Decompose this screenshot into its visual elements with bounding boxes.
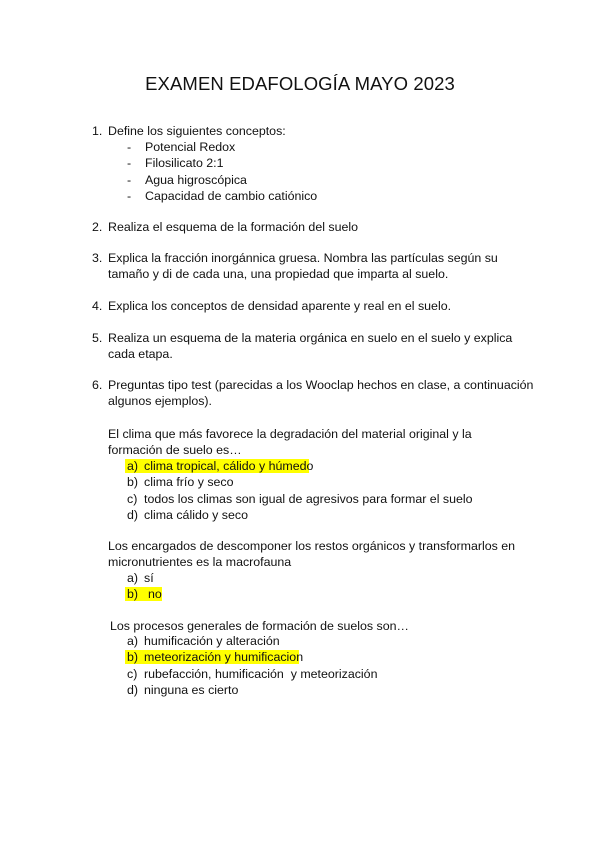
list-item-label: Filosilicato 2:1 [145,156,224,171]
test-question-3: Los procesos generales de formación de suelos son… [110,619,409,633]
question-number: 3. [92,251,103,265]
dash-bullet: - [127,156,132,171]
question-text: Realiza el esquema de la formación del suelo [108,220,359,234]
question-text: Explica la fracción inorgánnica gruesa. Nombra las partículas según su tamaño y di de cada una, una propiedad que imparta al suelo. [108,251,498,281]
option-letter: d) [127,507,139,522]
option-text: clima cálido y seco [144,507,248,522]
test-question-1: El clima que más favorece la degradación del material original y la formación de suelo es… [108,427,472,457]
option-letter: a) [127,459,139,473]
question-number: 1. [92,124,103,138]
option-text: ninguna es cierto [144,682,239,697]
option-letter: a) [127,571,139,585]
option-text: clima frío y seco [144,475,234,490]
option-text: todos los climas son igual de agresivos para formar el suelo [144,491,473,506]
page-title: EXAMEN EDAFOLOGÍA MAYO 2023 [145,73,455,94]
option-letter: b) [127,650,139,665]
question-number: 6. [92,378,103,392]
question-number: 4. [92,299,103,313]
option-letter: a) [127,634,139,648]
question-text: Define los siguientes conceptos: [108,124,286,138]
question-6 [92,377,542,409]
option-text: no [148,587,162,602]
option-text: meteorización y humificacion [144,650,304,665]
dash-bullet: - [127,188,132,203]
test-question-2: Los encargados de descomponer los restos orgánicos y transformarlos en micronutrientes es la macrofauna [108,539,516,569]
question-4 [92,298,532,314]
option-text: clima tropical, cálido y húmedo [144,459,314,473]
question-2 [92,219,532,235]
question-number: 5. [92,331,103,345]
option-letter: c) [127,666,138,681]
question-text: Realiza un esquema de la materia orgánica en suelo en el suelo y explica cada etapa. [108,331,513,361]
option-text: rubefacción, humificación y meteorización [144,666,378,681]
question-number: 2. [92,220,103,234]
dash-bullet: - [127,140,132,154]
option-letter: b) [127,475,139,490]
question-1 [92,123,532,139]
dash-bullet: - [127,172,132,187]
option-letter: c) [127,491,138,506]
option-letter: d) [127,682,139,697]
option-text: humificación y alteración [144,634,280,648]
option-letter: b) [127,587,139,602]
question-5 [92,330,522,362]
question-3 [92,250,512,282]
list-item-label: Capacidad de cambio catiónico [145,188,318,203]
list-item-label: Potencial Redox [145,140,236,154]
question-text: Explica los conceptos de densidad aparente y real en el suelo. [108,299,452,313]
option-text: sí [144,571,154,585]
question-text: Preguntas tipo test (parecidas a los Wooclap hechos en clase, a continuación algunos ejemplos). [108,378,534,408]
list-item-label: Agua higroscópica [145,172,247,187]
